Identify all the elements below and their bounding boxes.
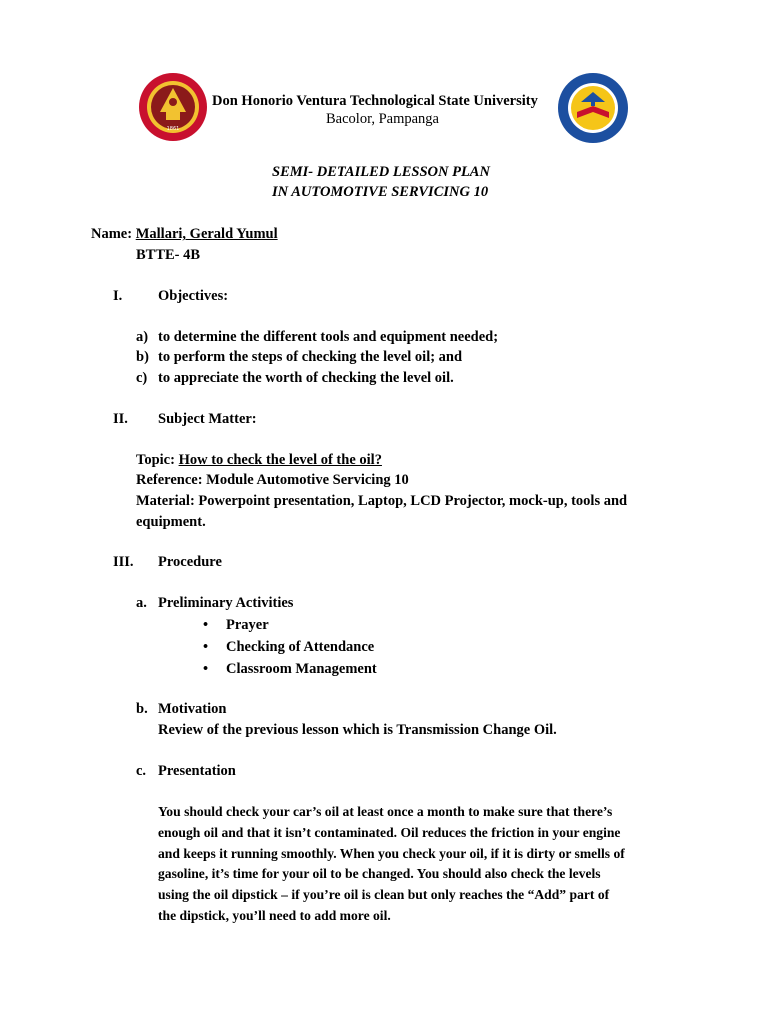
student-name: Mallari, Gerald Yumul (135, 226, 278, 242)
preliminary-bullet: Checking of Attendance (226, 639, 375, 655)
bullet-dot: • (203, 661, 209, 677)
objective-item: to determine the different tools and equipment needed; (158, 329, 499, 345)
seal-year: 1861 (166, 126, 180, 132)
preliminary-bullet: Prayer (226, 617, 269, 633)
presentation-marker: c. (136, 763, 147, 779)
motivation-text: Review of the previous lesson which is Transmission Change Oil. (158, 722, 557, 738)
section-numeral-objectives: I. (113, 288, 123, 304)
bullet-dot: • (203, 617, 209, 633)
material-line-2: equipment. (136, 514, 206, 530)
objective-marker: a) (136, 329, 149, 345)
procedure-heading: Procedure (158, 554, 222, 570)
motivation-heading: Motivation (158, 701, 227, 717)
presentation-paragraph-line: using the oil dipstick – if you’re oil is clean but only reaches the “Add” part of (158, 887, 610, 902)
topic-row (136, 452, 382, 469)
university-seal (138, 72, 208, 142)
preliminary-heading: Preliminary Activities (158, 595, 294, 611)
topic-label: Topic: (136, 452, 175, 468)
objective-item: to appreciate the worth of checking the level oil. (158, 370, 454, 386)
subject-matter-heading: Subject Matter: (158, 411, 257, 427)
student-name-row (91, 226, 278, 243)
section-numeral-subject: II. (113, 411, 128, 427)
topic-value: How to check the level of the oil? (178, 452, 382, 468)
presentation-paragraph-line: and keeps it running smoothly. When you check your oil, if it is dirty or smells of (158, 846, 625, 861)
name-label: Name: (91, 226, 133, 242)
university-name: Don Honorio Ventura Technological State University (212, 93, 538, 109)
presentation-paragraph-line: enough oil and that it isn’t contaminated. Oil reduces the friction in your engine (158, 825, 621, 840)
preliminary-bullet: Classroom Management (226, 661, 377, 677)
objectives-heading: Objectives: (158, 288, 229, 304)
title-line-2: IN AUTOMOTIVE SERVICING 10 (272, 184, 489, 200)
student-section: BTTE- 4B (136, 247, 201, 263)
university-location: Bacolor, Pampanga (326, 111, 439, 127)
title-line-1: SEMI- DETAILED LESSON PLAN (272, 164, 490, 180)
reference-line: Reference: Module Automotive Servicing 10 (136, 472, 409, 488)
preliminary-marker: a. (136, 595, 147, 611)
objective-marker: b) (136, 349, 149, 365)
material-line-1: Material: Powerpoint presentation, Laptop, LCD Projector, mock-up, tools and (136, 493, 628, 509)
bullet-dot: • (203, 639, 209, 655)
college-seal (557, 72, 629, 144)
objective-marker: c) (136, 370, 148, 386)
presentation-paragraph-line: You should check your car’s oil at least once a month to make sure that there’s (158, 804, 613, 819)
section-numeral-procedure: III. (113, 554, 134, 570)
objective-item: to perform the steps of checking the level oil; and (158, 349, 463, 365)
motivation-marker: b. (136, 701, 148, 717)
presentation-paragraph-line: the dipstick, you’ll need to add more oil. (158, 908, 391, 923)
presentation-heading: Presentation (158, 763, 236, 779)
presentation-paragraph-line: gasoline, it’s time for your oil to be changed. You should also check the levels (158, 866, 601, 881)
